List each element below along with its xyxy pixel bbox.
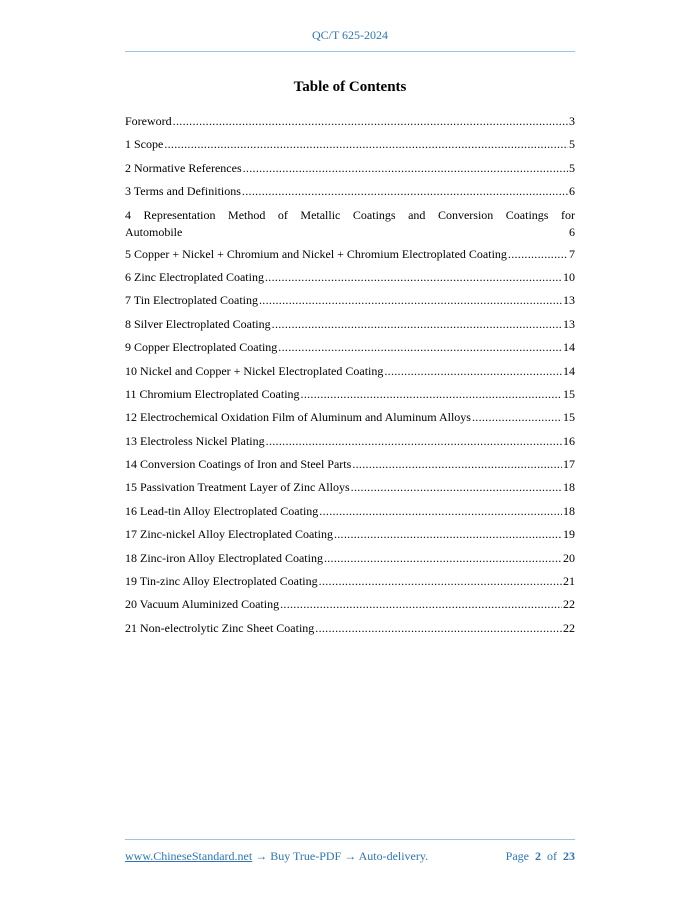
toc-entry-line2 — [125, 224, 575, 241]
toc-entry[interactable] — [125, 617, 575, 640]
toc-entry-page: 20 — [563, 550, 575, 565]
toc-entry-title: 19 Tin-zinc Alloy Electroplated Coating — [125, 574, 318, 589]
page-indicator — [506, 849, 575, 864]
toc-leader-dots — [319, 500, 562, 523]
toc-entry-title: 21 Non-electrolytic Zinc Sheet Coating — [125, 620, 315, 635]
toc-entry[interactable] — [125, 243, 575, 266]
toc-entry-page: 6 — [569, 224, 575, 239]
toc-leader-dots — [472, 406, 562, 429]
toc-entry[interactable] — [125, 180, 575, 203]
toc-entry[interactable] — [125, 289, 575, 312]
toc-leader-dots — [324, 547, 562, 570]
toc-entry-page: 15 — [563, 410, 575, 425]
toc-leader-dots — [242, 180, 568, 203]
toc-leader-dots — [173, 110, 568, 133]
toc-entry-page: 22 — [563, 597, 575, 612]
toc-entry[interactable] — [125, 570, 575, 593]
toc-entry[interactable] — [125, 313, 575, 336]
toc-entry[interactable] — [125, 360, 575, 383]
toc-entry-title-line2: Automobile — [125, 224, 183, 239]
toc-entry-title: 14 Conversion Coatings of Iron and Steel Parts — [125, 457, 352, 472]
table-of-contents — [125, 110, 575, 640]
toc-entry-page: 5 — [569, 137, 575, 152]
toc-entry[interactable] — [125, 523, 575, 546]
toc-entry[interactable] — [125, 430, 575, 453]
document-header — [0, 28, 700, 43]
toc-entry-page: 22 — [563, 620, 575, 635]
toc-entry[interactable] — [125, 500, 575, 523]
toc-entry-page: 13 — [563, 293, 575, 308]
toc-entry-page: 3 — [569, 114, 575, 128]
toc-entry-title: 6 Zinc Electroplated Coating — [125, 269, 264, 284]
toc-entry-title-line1: 4 Representation Method of Metallic Coatings and Conversion Coatings for — [125, 207, 575, 222]
toc-entry-title: 1 Scope — [125, 137, 164, 152]
toc-entry-title: 17 Zinc-nickel Alloy Electroplated Coating — [125, 527, 333, 542]
toc-leader-dots — [334, 523, 562, 546]
toc-entry-page: 17 — [563, 457, 575, 472]
toc-entry-page: 18 — [563, 480, 575, 495]
toc-leader-dots — [352, 453, 562, 476]
toc-entry-page: 13 — [563, 316, 575, 331]
toc-leader-dots — [315, 617, 562, 640]
toc-leader-dots — [266, 430, 562, 453]
page-title: Table of Contents — [293, 79, 407, 95]
toc-entry-title: Foreword — [125, 114, 172, 128]
toc-entry[interactable] — [125, 204, 575, 243]
toc-entry-title: 15 Passivation Treatment Layer of Zinc Alloys — [125, 480, 350, 495]
current-page: 2 — [535, 849, 541, 863]
toc-entry[interactable] — [125, 547, 575, 570]
toc-entry[interactable] — [125, 406, 575, 429]
toc-entry[interactable] — [125, 110, 575, 133]
toc-entry-title: 7 Tin Electroplated Coating — [125, 293, 258, 308]
standard-code: QC/T 625-2024 — [311, 28, 389, 42]
toc-entry-title: 20 Vacuum Aluminized Coating — [125, 597, 280, 612]
toc-entry[interactable] — [125, 133, 575, 156]
toc-entry-page: 18 — [563, 503, 575, 518]
toc-entry[interactable] — [125, 157, 575, 180]
promo-text: → Buy True-PDF → Auto-delivery. — [255, 849, 429, 863]
toc-entry-title: 11 Chromium Electroplated Coating — [125, 386, 300, 401]
toc-leader-dots — [351, 476, 562, 499]
toc-leader-dots — [301, 383, 562, 406]
toc-entry-page: 10 — [563, 269, 575, 284]
toc-entry-title: 12 Electrochemical Oxidation Film of Aluminum and Aluminum Alloys — [125, 410, 471, 425]
toc-entry[interactable] — [125, 336, 575, 359]
toc-entry-page: 21 — [563, 574, 575, 589]
toc-entry-title: 8 Silver Electroplated Coating — [125, 316, 271, 331]
toc-entry-title: 18 Zinc-iron Alloy Electroplated Coating — [125, 550, 323, 565]
toc-entry-title: 3 Terms and Definitions — [125, 184, 241, 199]
toc-leader-dots — [272, 313, 562, 336]
toc-entry[interactable] — [125, 476, 575, 499]
toc-entry[interactable] — [125, 266, 575, 289]
footer-divider — [125, 839, 575, 840]
page-label: Page — [505, 849, 529, 863]
site-link[interactable]: www.ChineseStandard.net — [125, 849, 253, 863]
toc-entry-title: 5 Copper + Nickel + Chromium and Nickel + Chromium Electroplated Coating — [125, 246, 507, 261]
toc-entry[interactable] — [125, 383, 575, 406]
toc-leader-dots — [278, 336, 562, 359]
toc-leader-dots — [384, 360, 562, 383]
toc-leader-dots — [164, 133, 568, 156]
toc-entry-page: 6 — [569, 184, 575, 199]
toc-entry-title: 16 Lead-tin Alloy Electroplated Coating — [125, 503, 319, 518]
toc-entry-page: 19 — [563, 527, 575, 542]
of-label: of — [547, 849, 557, 863]
toc-leader-dots — [243, 157, 568, 180]
toc-entry-page: 16 — [563, 433, 575, 448]
toc-entry-title: 13 Electroless Nickel Plating — [125, 433, 265, 448]
toc-entry-page: 7 — [569, 246, 575, 261]
toc-entry[interactable] — [125, 593, 575, 616]
toc-entry-title: 9 Copper Electroplated Coating — [125, 340, 278, 355]
toc-entry-page: 14 — [563, 363, 575, 378]
header-divider — [125, 51, 575, 52]
toc-leader-dots — [259, 289, 562, 312]
toc-entry-page: 14 — [563, 340, 575, 355]
toc-leader-dots — [280, 593, 562, 616]
toc-leader-dots — [319, 570, 562, 593]
toc-leader-dots — [508, 243, 568, 266]
toc-entry-title: 2 Normative References — [125, 160, 242, 175]
total-pages: 23 — [563, 849, 575, 863]
toc-entry-title: 10 Nickel and Copper + Nickel Electroplated Coating — [125, 363, 384, 378]
toc-entry-page: 15 — [563, 386, 575, 401]
toc-entry-page: 5 — [569, 160, 575, 175]
toc-leader-dots — [265, 266, 562, 289]
toc-entry[interactable] — [125, 453, 575, 476]
